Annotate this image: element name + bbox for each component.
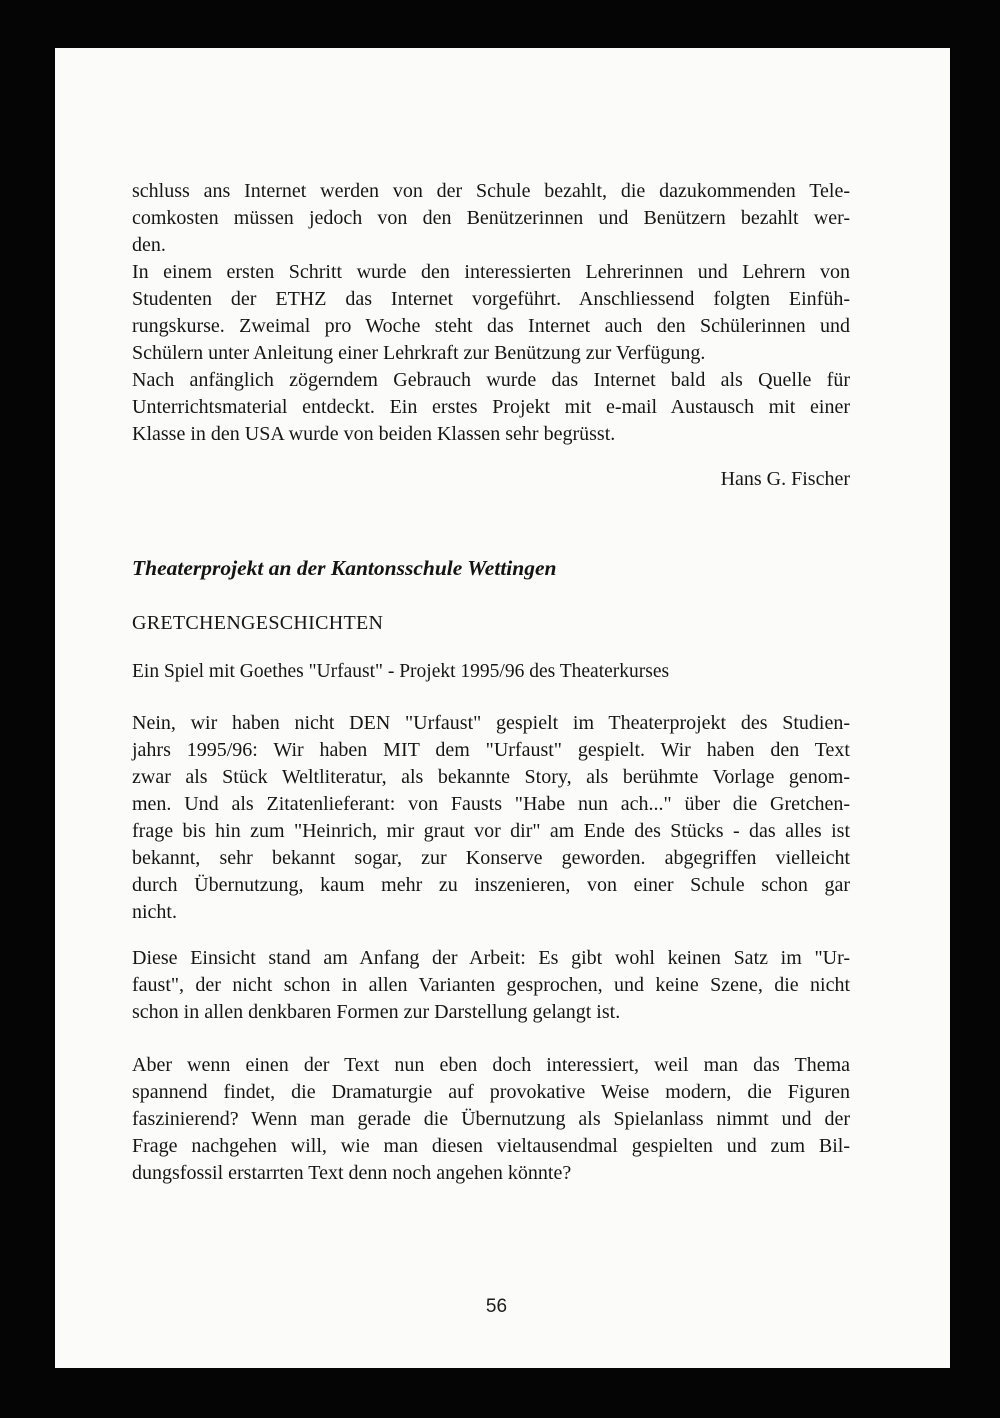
text-line: jahrs 1995/96: Wir haben MIT dem "Urfaust" gespielt. Wir haben den Text (132, 739, 850, 761)
text-line: Schülern unter Anleitung einer Lehrkraft zur Benützung zur Verfügung. (132, 342, 706, 364)
text-line: faust", der nicht schon in allen Varianten gesprochen, und keine Szene, die nicht (132, 974, 850, 996)
article-subtitle: Ein Spiel mit Goethes "Urfaust" - Projekt 1995/96 des Theaterkurses (132, 661, 670, 682)
paragraph (132, 1052, 850, 1187)
text-line: Nein, wir haben nicht DEN "Urfaust" gespielt im Theaterprojekt des Studien- (132, 712, 850, 734)
text-line: Diese Einsicht stand am Anfang der Arbeit: Es gibt wohl keinen Satz im "Ur- (132, 947, 850, 969)
paragraph (132, 945, 850, 1026)
text-line: frage bis hin zum "Heinrich, mir graut vor dir" am Ende des Stücks - das alles ist (132, 820, 850, 842)
article-title: Theaterprojekt an der Kantonsschule Wettingen (132, 556, 557, 580)
text-line: nicht. (132, 901, 177, 923)
article-heading: GRETCHENGESCHICHTEN (132, 612, 384, 634)
text-line: bekannt, sehr bekannt sogar, zur Konserve geworden. abgegriffen vielleicht (132, 847, 850, 869)
text-line: durch Übernutzung, kaum mehr zu inszenieren, von einer Schule schon gar (132, 874, 850, 896)
paragraph (132, 367, 850, 448)
text-line: rungskurse. Zweimal pro Woche steht das Internet auch den Schülerinnen und (132, 315, 850, 337)
text-line: Klasse in den USA wurde von beiden Klassen sehr begrüsst. (132, 423, 616, 445)
text-block (132, 178, 850, 1187)
text-line: den. (132, 234, 166, 256)
paragraph (132, 710, 850, 926)
scanned-page (55, 48, 950, 1368)
text-line: Studenten der ETHZ das Internet vorgeführt. Anschliessend folgten Einfüh- (132, 288, 850, 310)
text-line: schluss ans Internet werden von der Schule bezahlt, die dazukommenden Tele- (132, 180, 850, 202)
text-line: Unterrichtsmaterial entdeckt. Ein erstes Projekt mit e-mail Austausch mit einer (132, 396, 850, 418)
text-line: Frage nachgehen will, wie man diesen vieltausendmal gespielten und zum Bil- (132, 1135, 850, 1157)
text-line: men. Und als Zitatenlieferant: von Fausts "Habe nun ach..." über die Gretchen- (132, 793, 850, 815)
text-line: dungsfossil erstarrten Text denn noch angehen könnte? (132, 1162, 572, 1184)
text-line: comkosten müssen jedoch von den Benützerinnen und Benützern bezahlt wer- (132, 207, 850, 229)
paragraph (132, 178, 850, 259)
text-line: Nach anfänglich zögerndem Gebrauch wurde das Internet bald als Quelle für (132, 369, 850, 391)
paragraph (132, 259, 850, 367)
text-line: faszinierend? Wenn man gerade die Übernutzung als Spielanlass nimmt und der (132, 1108, 850, 1130)
text-line: schon in allen denkbaren Formen zur Darstellung gelangt ist. (132, 1001, 621, 1023)
author-signature: Hans G. Fischer (720, 468, 850, 490)
text-line: zwar als Stück Weltliteratur, als bekannte Story, als berühmte Vorlage genom- (132, 766, 850, 788)
text-line: Aber wenn einen der Text nun eben doch interessiert, weil man das Thema (132, 1054, 850, 1076)
page-number: 56 (485, 1296, 508, 1317)
text-line: spannend findet, die Dramaturgie auf provokative Weise modern, die Figuren (132, 1081, 850, 1103)
text-line: In einem ersten Schritt wurde den interessierten Lehrerinnen und Lehrern von (132, 261, 850, 283)
